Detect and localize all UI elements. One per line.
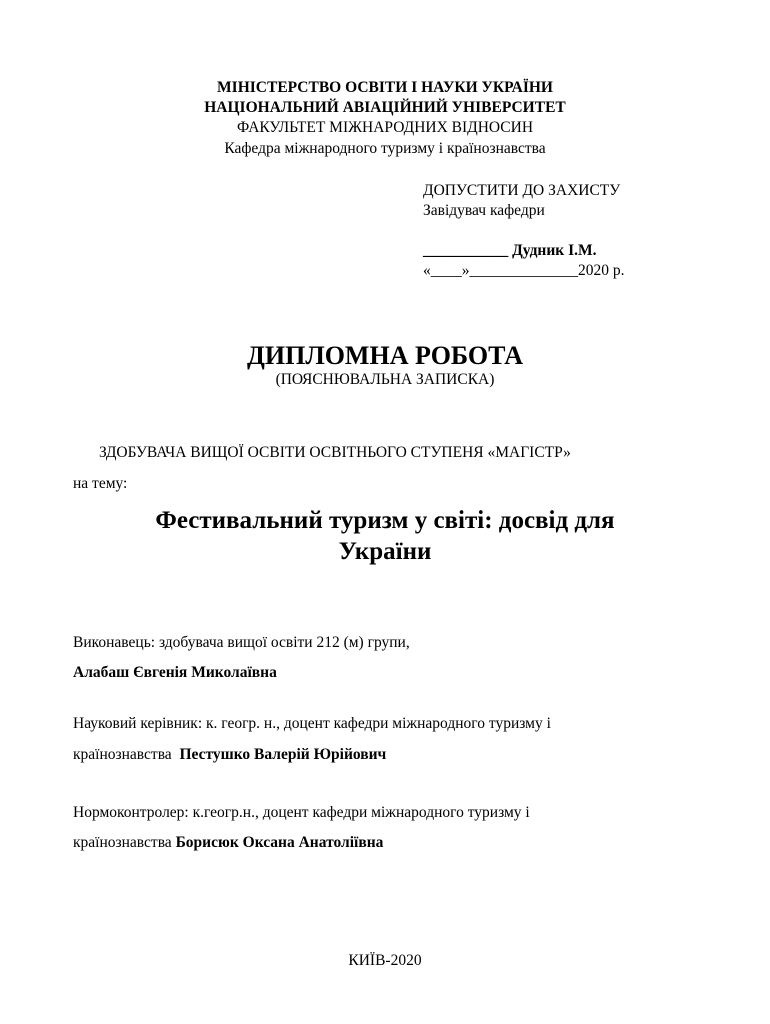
- city-year: КИЇВ-2020: [348, 952, 422, 969]
- admit-label: ДОПУСТИТИ ДО ЗАХИСТУ: [423, 182, 621, 199]
- supervisor-line-1: Науковий керівник: к. геогр. н., доцент кафедри міжнародного туризму і: [73, 715, 551, 732]
- degree-line: ЗДОБУВАЧА ВИЩОЇ ОСВІТИ ОСВІТНЬОГО СТУПЕНЯ «МАГІСТР»: [99, 444, 571, 461]
- head-title: Завідувач кафедри: [423, 202, 545, 219]
- normcontrol-line-1: Нормоконтролер: к.геогр.н., доцент кафедри міжнародного туризму і: [73, 804, 530, 821]
- signature-line: ___________: [423, 242, 509, 259]
- head-name: Дудник І.М.: [512, 242, 597, 259]
- normcontrol-prefix: країнознавства: [73, 834, 172, 851]
- executor-name: Алабаш Євгенія Миколаївна: [73, 664, 277, 681]
- document-subtitle: (ПОЯСНЮВАЛЬНА ЗАПИСКА): [275, 371, 495, 388]
- executor-label: Виконавець: здобувача вищої освіти 212 (м) групи,: [73, 634, 410, 651]
- normcontrol-name: Борисюк Оксана Анатоліївна: [175, 834, 384, 851]
- normcontrol-line-2: [73, 835, 383, 851]
- supervisor-prefix: країнознавства: [73, 746, 172, 763]
- faculty-heading: ФАКУЛЬТЕТ МІЖНАРОДНИХ ВІДНОСИН: [236, 119, 534, 136]
- department-heading: Кафедра міжнародного туризму і країнознавства: [224, 140, 546, 157]
- ministry-heading: МІНІСТЕРСТВО ОСВІТИ І НАУКИ УКРАЇНИ: [217, 79, 553, 96]
- supervisor-line-2: [73, 747, 386, 763]
- head-signature: [423, 243, 596, 259]
- date-line: «____»______________2020 р.: [423, 262, 625, 279]
- document-title: ДИПЛОМНА РОБОТА: [247, 341, 523, 370]
- university-heading: НАЦІОНАЛЬНИЙ АВІАЦІЙНИЙ УНІВЕРСИТЕТ: [204, 99, 566, 116]
- topic-line-2: України: [338, 538, 432, 565]
- supervisor-name: Пестушко Валерій Юрійович: [179, 746, 387, 763]
- topic-line-1: Фестивальний туризм у світі: досвід для: [155, 507, 615, 534]
- topic-label: на тему:: [73, 475, 128, 492]
